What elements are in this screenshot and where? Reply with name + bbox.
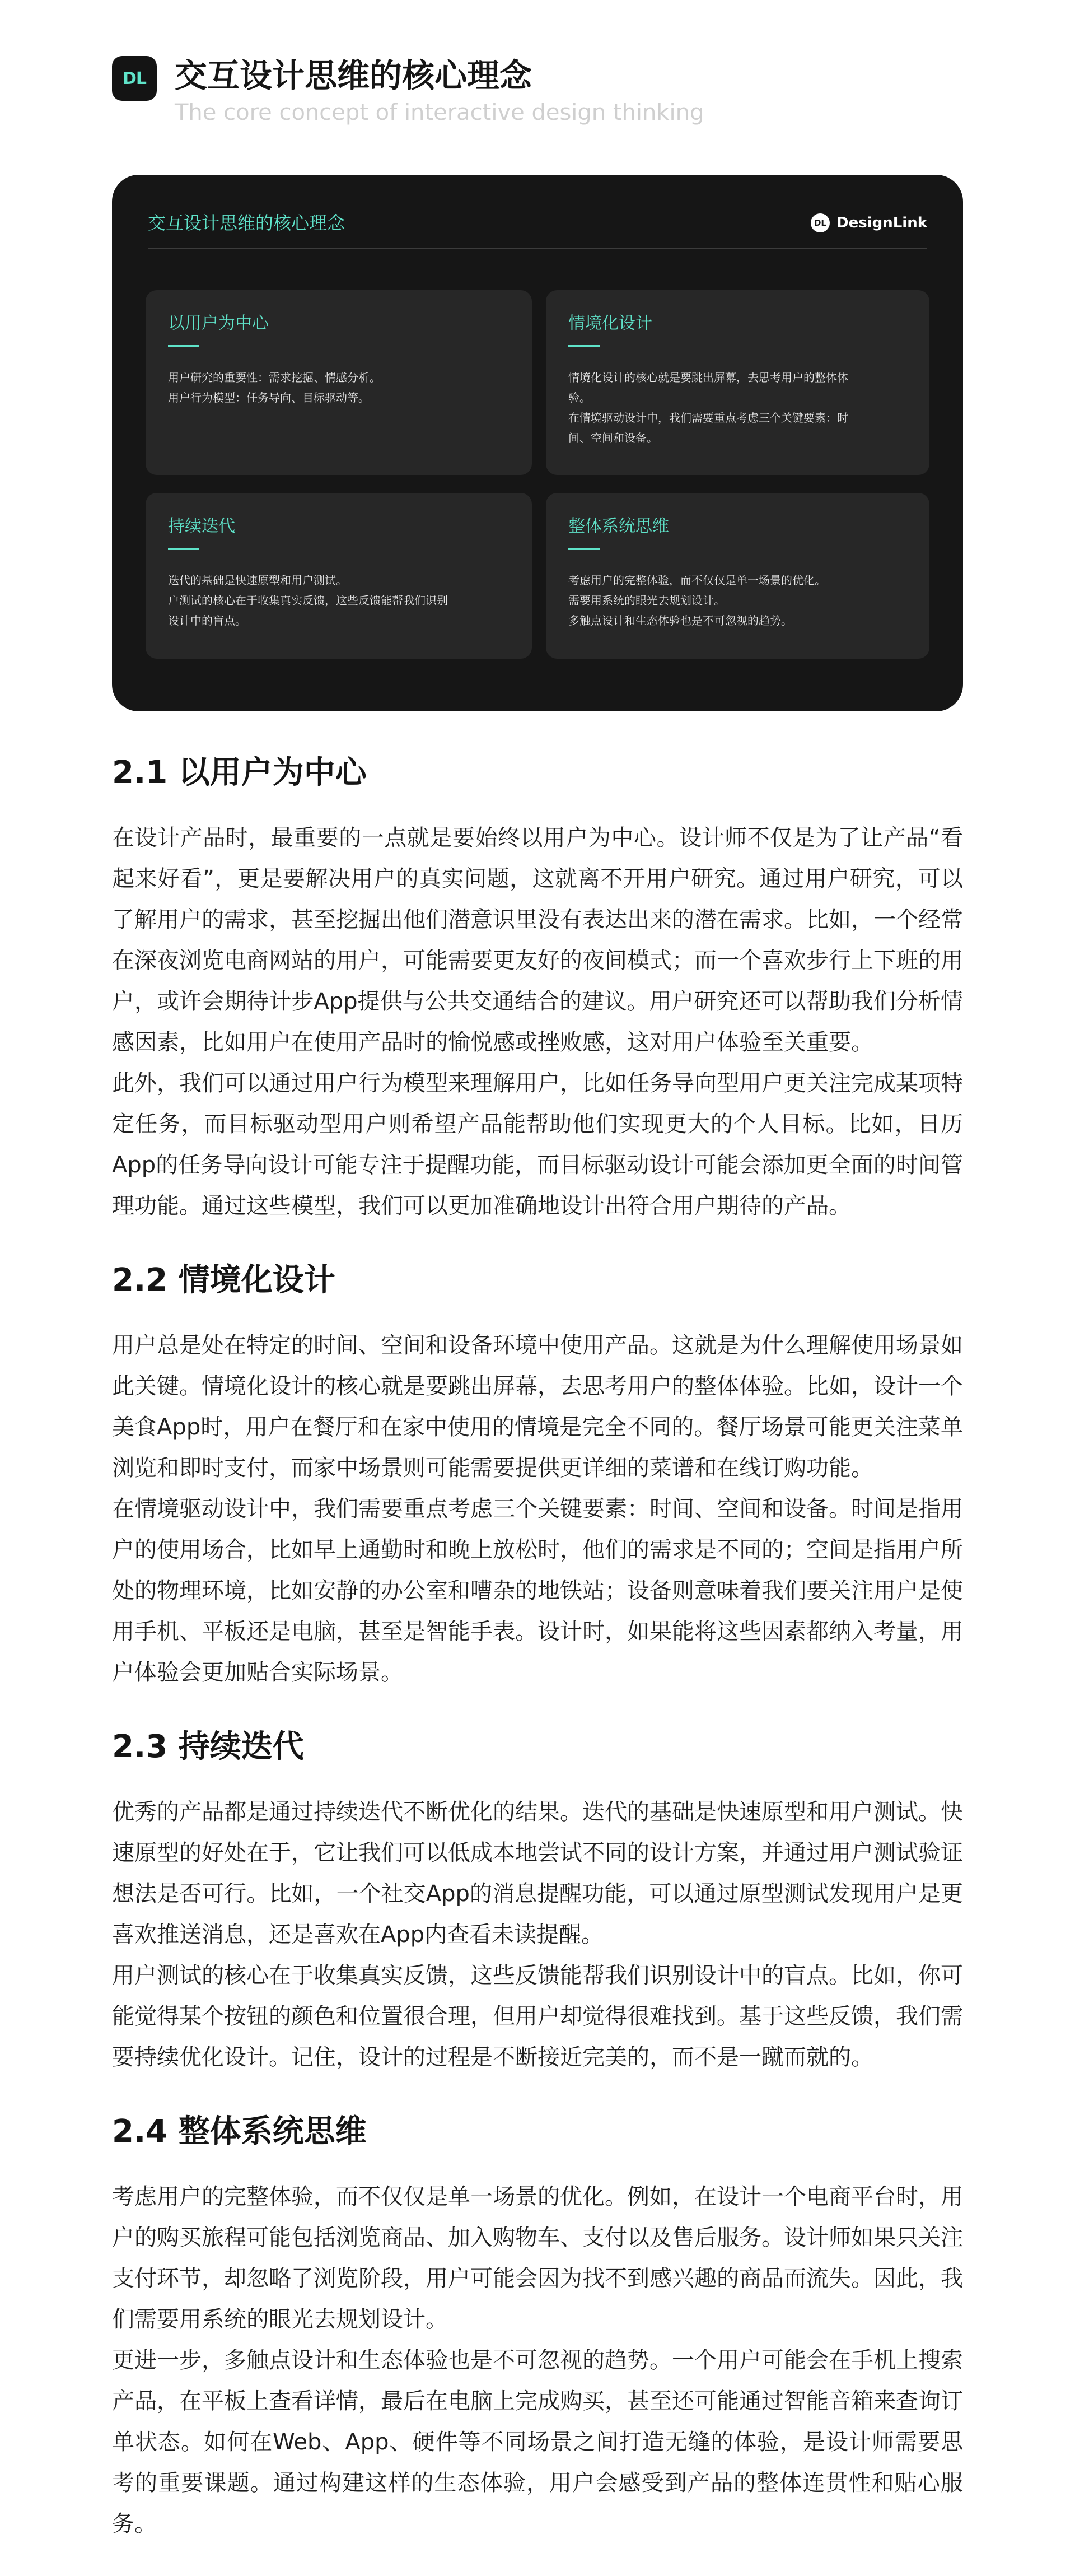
summary-card-title: 交互设计思维的核心理念 [148,212,345,234]
concept-item-title: 情境化设计 [568,314,652,333]
section-user-centered [112,751,963,1227]
concept-item-user-centered [146,290,532,475]
concept-item-line: 用户研究的重要性：需求挖掘、情感分析。 [168,371,381,384]
designlink-logo-icon: DL [112,56,157,101]
concept-item-line: 需要用系统的眼光去规划设计。 [568,594,725,607]
summary-card-header [148,207,927,249]
section-iteration [112,1725,963,2078]
concept-item-title: 整体系统思维 [568,516,669,536]
article-body [112,751,963,2576]
paragraph: 用户测试的核心在于收集真实反馈，这些反馈能帮我们识别设计中的盲点。比如，你可能觉得某个按钮的颜色和位置很合理，但用户却觉得很难找到。基于这些反馈，我们需要持续优化设计。记住，设计的过程是不断接近完美的，而不是一蹴而就的。 [112,1963,963,2070]
concept-item-line: 验。 [568,391,591,404]
paragraph: 用户总是处在特定的时间、空间和设备环境中使用产品。这就是为什么理解使用场景如此关键。情境化设计的核心就是要跳出屏幕，去思考用户的整体体验。比如，设计一个美食App时，用户在餐厅和在家中使用的情境是完全不同的。餐厅场景可能更关注菜单浏览和即时支付，而家中场景则可能需要提供更详细的菜谱和在线订购功能。 [112,1333,963,1481]
paragraph: 此外，我们可以通过用户行为模型来理解用户，比如任务导向型用户更关注完成某项特定任务，而目标驱动型用户则希望产品能帮助他们实现更大的个人目标。比如，日历App的任务导向设计可能专注于提醒功能，而目标驱动设计可能会添加更全面的时间管理功能。通过这些模型，我们可以更加准确地设计出符合用户期待的产品。 [112,1070,963,1219]
section-heading: 2.2 情境化设计 [112,1262,335,1298]
summary-card [112,175,963,711]
concept-item-title: 以用户为中心 [168,314,269,333]
concept-item-line: 间、空间和设备。 [568,431,658,445]
concept-item-line: 户测试的核心在于收集真实反馈，这些反馈能帮我们识别 [168,594,448,607]
paragraph: 优秀的产品都是通过持续迭代不断优化的结果。迭代的基础是快速原型和用户测试。快速原型的好处在于，它让我们可以低成本地尝试不同的设计方案，并通过用户测试验证想法是否可行。比如，一个社交App的消息提醒功能，可以通过原型测试发现用户是更喜欢推送消息，还是喜欢在App内查看未读提醒。 [112,1799,963,1948]
accent-bar [168,548,199,550]
paragraph: 更进一步，多触点设计和生态体验也是不可忽视的趋势。一个用户可能会在手机上搜索产品，在平板上查看详情，最后在电脑上完成购买，甚至还可能通过智能音箱来查询订单状态。如何在Web、App、硬件等不同场景之间打造无缝的体验，是设计师需要思考的重要课题。通过构建这样的生态体验，用户会感受到产品的整体连贯性和贴心服务。 [112,2347,963,2537]
brand-name: DesignLink [836,215,927,231]
page-subtitle: The core concept of interactive design thinking [175,100,704,125]
concept-item-title: 持续迭代 [168,516,235,536]
section-heading: 2.3 持续迭代 [112,1729,304,1765]
section-heading: 2.4 整体系统思维 [112,2113,367,2150]
concept-item-line: 迭代的基础是快速原型和用户测试。 [168,574,347,587]
paragraph: 考虑用户的完整体验，而不仅仅是单一场景的优化。例如，在设计一个电商平台时，用户的购买旅程可能包括浏览商品、加入购物车、支付以及售后服务。设计师如果只关注支付环节，却忽略了浏览阶段，用户可能会因为找不到感兴趣的商品而流失。因此，我们需要用系统的眼光去规划设计。 [112,2184,963,2332]
section-heading: 2.1 以用户为中心 [112,754,367,791]
concept-item-line: 在情境驱动设计中，我们需要重点考虑三个关键要素：时 [568,411,848,425]
concept-item-line: 考虑用户的完整体验，而不仅仅是单一场景的优化。 [568,574,826,587]
concept-item-line: 情境化设计的核心就是要跳出屏幕，去思考用户的整体体 [568,371,848,384]
section-contextual-design [112,1258,963,1693]
concept-grid [146,290,929,660]
paragraph: 在设计产品时，最重要的一点就是要始终以用户为中心。设计师不仅是为了让产品“看起来好看”，更是要解决用户的真实问题，这就离不开用户研究。通过用户研究，可以了解用户的需求，甚至挖掘出他们潜意识里没有表达出来的潜在需求。比如，一个经常在深夜浏览电商网站的用户，可能需要更友好的夜间模式；而一个喜欢步行上下班的用户，或许会期待计步App提供与公共交通结合的建议。用户研究还可以帮助我们分析情感因素，比如用户在使用产品时的愉悦感或挫败感，这对用户体验至关重要。 [112,825,963,1055]
accent-bar [568,548,600,550]
section-system-thinking [112,2109,963,2545]
concept-item-line: 设计中的盲点。 [168,614,246,627]
concept-item-line: 多触点设计和生态体验也是不可忽视的趋势。 [568,614,792,627]
accent-bar [568,345,600,347]
concept-item-contextual-design [546,290,929,475]
accent-bar [168,345,199,347]
concept-item-line: 用户行为模型：任务导向、目标驱动等。 [168,391,370,404]
paragraph: 在情境驱动设计中，我们需要重点考虑三个关键要素：时间、空间和设备。时间是指用户的使用场合，比如早上通勤时和晚上放松时，他们的需求是不同的；空间是指用户所处的物理环境，比如安静的办公室和嘈杂的地铁站；设备则意味着我们要关注用户是使用手机、平板还是电脑，甚至是智能手表。设计时，如果能将这些因素都纳入考量，用户体验会更加贴合实际场景。 [112,1496,963,1685]
concept-item-system-thinking [546,493,929,659]
page-title: 交互设计思维的核心理念 [175,57,532,95]
concept-item-iteration [146,493,532,659]
page-header [112,54,963,132]
brand [811,207,927,239]
brand-logo-icon: DL [811,213,830,232]
